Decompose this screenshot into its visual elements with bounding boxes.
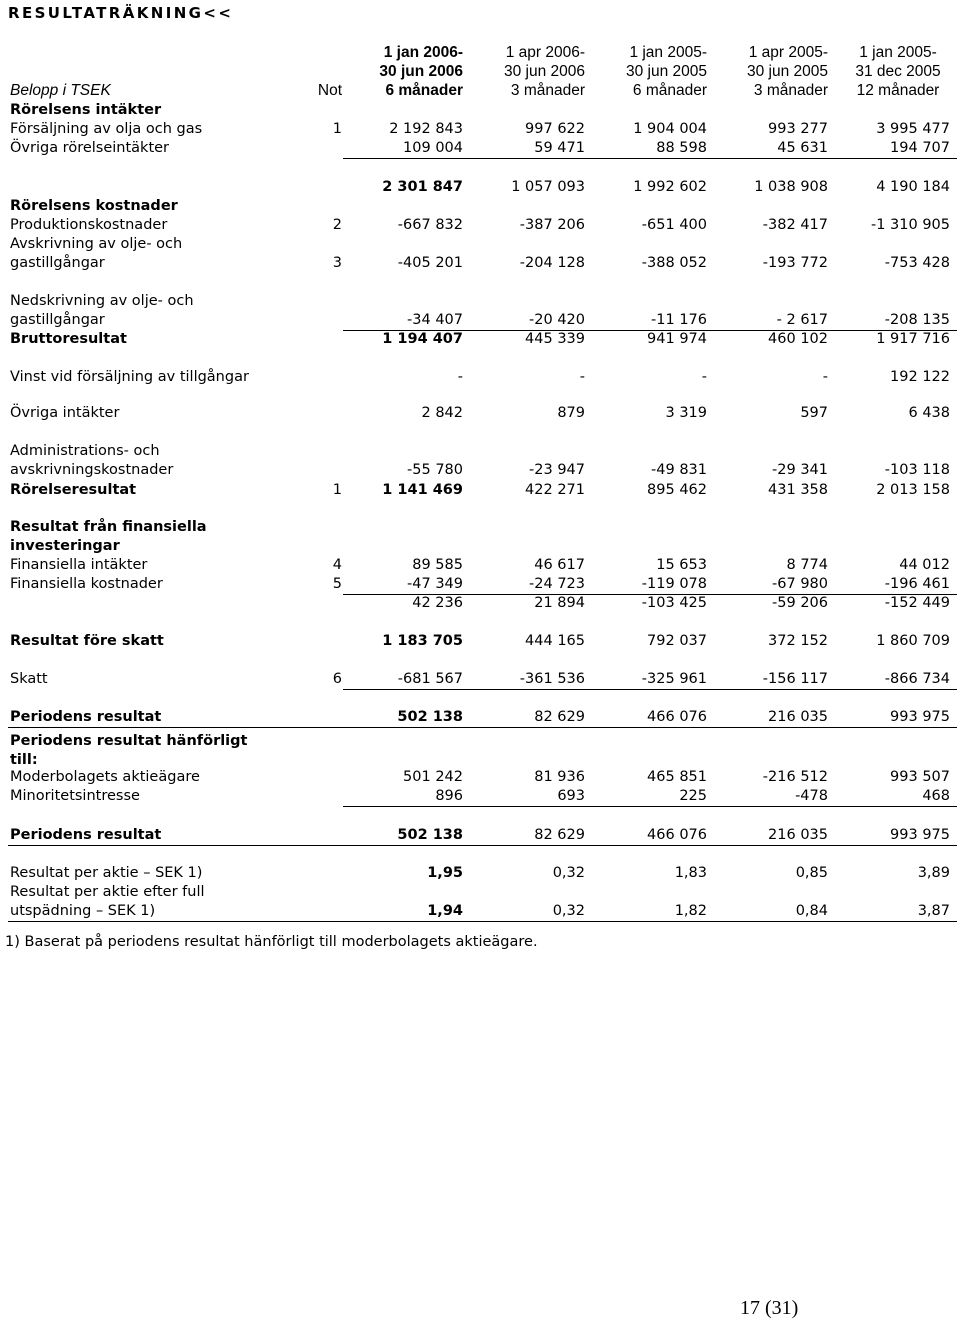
value-cell: 460 102	[768, 331, 828, 347]
column-header-3-line-1: 1 jan 2005-	[629, 44, 707, 61]
value-cell: 693	[557, 788, 585, 804]
row-label-bruttoresultat: Bruttoresultat	[10, 331, 127, 347]
value-cell: 1 038 908	[754, 179, 828, 195]
value-cell: 465 851	[647, 769, 707, 785]
value-cell: -667 832	[397, 217, 463, 233]
row-label-produktionskostnader: Produktionskostnader	[10, 217, 168, 233]
row-underline	[343, 806, 957, 807]
value-cell: 8 774	[786, 557, 828, 573]
value-cell: 2 301 847	[382, 179, 463, 195]
value-cell: -103 425	[641, 595, 707, 611]
row-underline	[343, 689, 957, 690]
value-cell: 1 057 093	[511, 179, 585, 195]
value-cell: 502 138	[397, 709, 463, 725]
value-cell: -388 052	[641, 255, 707, 271]
row-label-finansiella-intakter: Finansiella intäkter	[10, 557, 148, 573]
value-cell: -103 118	[884, 462, 950, 478]
value-cell: 993 277	[768, 121, 828, 137]
column-header-1-line-1: 1 jan 2006-	[383, 44, 463, 61]
row-underline	[343, 594, 957, 595]
row-label-resultat-fran-finansiella-investeringar-line-2: investeringar	[10, 538, 120, 554]
note-ref: 4	[332, 557, 342, 573]
value-cell: 792 037	[647, 633, 707, 649]
row-label-periodens-resultat-hanforligt-till-line-2: till:	[10, 752, 38, 768]
value-cell: 0,32	[552, 903, 585, 919]
value-cell: 82 629	[534, 827, 585, 843]
value-cell: -11 176	[651, 312, 707, 328]
column-header-2-line-3: 3 månader	[510, 82, 585, 99]
value-cell: 1 917 716	[876, 331, 950, 347]
footnote: 1) Baserat på periodens resultat hänförligt till moderbolagets aktieägare.	[5, 934, 538, 950]
value-cell: -325 961	[641, 671, 707, 687]
value-cell: 597	[800, 405, 828, 421]
note-ref: 6	[332, 671, 342, 687]
value-cell: -204 128	[519, 255, 585, 271]
column-header-4-line-1: 1 apr 2005-	[748, 44, 828, 61]
column-header-1-line-2: 30 jun 2006	[379, 63, 463, 80]
value-cell: 372 152	[768, 633, 828, 649]
value-cell: 4 190 184	[876, 179, 950, 195]
value-cell: 1 992 602	[633, 179, 707, 195]
column-header-2-line-2: 30 jun 2006	[503, 63, 585, 80]
value-cell: 1 183 705	[382, 633, 463, 649]
value-cell: -866 734	[884, 671, 950, 687]
row-label-vinst-vid-forsaljning-av-tillgangar: Vinst vid försäljning av tillgångar	[10, 369, 249, 385]
row-label-periodens-resultat: Periodens resultat	[10, 827, 162, 843]
value-cell: - 2 617	[776, 312, 828, 328]
value-cell: 879	[557, 405, 585, 421]
row-underline	[8, 921, 957, 922]
value-cell: -651 400	[641, 217, 707, 233]
value-cell: 501 242	[403, 769, 463, 785]
value-cell: 15 653	[656, 557, 707, 573]
value-cell: 225	[679, 788, 707, 804]
value-cell: 2 013 158	[876, 482, 950, 498]
value-cell: 1 904 004	[633, 121, 707, 137]
row-label-administrations-och-avskrivningskostnader: Administrations- och	[10, 443, 160, 459]
value-cell: 1,82	[674, 903, 707, 919]
note-ref: 5	[332, 576, 342, 592]
value-cell: -196 461	[884, 576, 950, 592]
row-label-periodens-resultat-hanforligt-till: Periodens resultat hänförligt	[10, 733, 248, 749]
row-label-skatt: Skatt	[10, 671, 48, 687]
value-cell: -20 420	[529, 312, 585, 328]
note-ref: 1	[332, 482, 342, 498]
row-label-nedskrivning-av-olje-och-gastillgangar: Nedskrivning av olje- och	[10, 293, 194, 309]
value-cell: -67 980	[772, 576, 828, 592]
row-label-resultat-per-aktie-efter-full-utspadning-sek-1-line-2: utspädning – SEK 1)	[10, 903, 156, 919]
value-cell: 216 035	[768, 827, 828, 843]
row-label-forsaljning-av-olja-och-gas: Försäljning av olja och gas	[10, 121, 203, 137]
value-cell: 3,89	[917, 865, 950, 881]
value-cell: -156 117	[762, 671, 828, 687]
value-cell: 895 462	[647, 482, 707, 498]
value-cell: -478	[795, 788, 828, 804]
note-ref: 2	[332, 217, 342, 233]
value-cell: -49 831	[651, 462, 707, 478]
value-cell: -208 135	[884, 312, 950, 328]
row-label-rorelsens-intakter: Rörelsens intäkter	[10, 102, 162, 118]
row-label-resultat-fran-finansiella-investeringar: Resultat från finansiella	[10, 519, 207, 535]
value-cell: 468	[922, 788, 950, 804]
value-cell: 89 585	[412, 557, 463, 573]
value-cell: 82 629	[534, 709, 585, 725]
value-cell: 216 035	[768, 709, 828, 725]
value-cell: 1,94	[427, 903, 463, 919]
value-cell: 997 622	[525, 121, 585, 137]
value-cell: 59 471	[534, 140, 585, 156]
value-cell: -382 417	[762, 217, 828, 233]
value-cell: 81 936	[534, 769, 585, 785]
value-cell: 45 631	[777, 140, 828, 156]
value-cell: -152 449	[884, 595, 950, 611]
column-header-5-line-1: 1 jan 2005-	[859, 44, 937, 61]
value-cell: 1 141 469	[382, 482, 463, 498]
value-cell: 445 339	[525, 331, 585, 347]
value-cell: -29 341	[772, 462, 828, 478]
row-label-rorelsens-kostnader: Rörelsens kostnader	[10, 198, 178, 214]
value-cell: 431 358	[768, 482, 828, 498]
value-cell: 3 995 477	[876, 121, 950, 137]
value-cell: -23 947	[529, 462, 585, 478]
value-cell: 192 122	[890, 369, 950, 385]
value-cell: -753 428	[884, 255, 950, 271]
value-cell: -47 349	[407, 576, 463, 592]
row-label-finansiella-kostnader: Finansiella kostnader	[10, 576, 163, 592]
row-label-resultat-per-aktie-efter-full-utspadning-sek-1: Resultat per aktie efter full	[10, 884, 205, 900]
value-cell: -59 206	[772, 595, 828, 611]
value-cell: -	[822, 369, 828, 385]
column-header-1-line-3: 6 månader	[385, 82, 463, 99]
value-cell: 993 975	[890, 709, 950, 725]
value-cell: 1 194 407	[382, 331, 463, 347]
value-cell: 44 012	[899, 557, 950, 573]
value-cell: 3,87	[917, 903, 950, 919]
value-cell: -55 780	[407, 462, 463, 478]
page-title: RESULTATRÄKNING<<	[8, 4, 234, 22]
column-header-5-line-2: 31 dec 2005	[855, 63, 941, 80]
row-label-nedskrivning-av-olje-och-gastillgangar-line-2: gastillgångar	[10, 312, 105, 328]
value-cell: -361 536	[519, 671, 585, 687]
row-label-administrations-och-avskrivningskostnader-line-2: avskrivningskostnader	[10, 462, 174, 478]
row-label-resultat-per-aktie-sek-1: Resultat per aktie – SEK 1)	[10, 865, 203, 881]
row-label-avskrivning-av-olje-och-gastillgangar-line-2: gastillgångar	[10, 255, 105, 271]
value-cell: -24 723	[529, 576, 585, 592]
row-underline	[343, 330, 957, 331]
row-label-ovriga-intakter: Övriga intäkter	[10, 405, 120, 421]
value-cell: 109 004	[403, 140, 463, 156]
value-cell: 194 707	[890, 140, 950, 156]
value-cell: 466 076	[647, 827, 707, 843]
currency-label: Belopp i TSEK	[10, 82, 111, 99]
value-cell: 46 617	[534, 557, 585, 573]
value-cell: 0,84	[795, 903, 828, 919]
row-underline	[8, 727, 957, 728]
row-label-avskrivning-av-olje-och-gastillgangar: Avskrivning av olje- och	[10, 236, 183, 252]
value-cell: 21 894	[534, 595, 585, 611]
row-underline	[343, 158, 957, 159]
value-cell: 6 438	[908, 405, 950, 421]
page-number: 17 (31)	[740, 1297, 799, 1319]
value-cell: -681 567	[397, 671, 463, 687]
row-label-periodens-resultat: Periodens resultat	[10, 709, 162, 725]
column-header-4-line-3: 3 månader	[753, 82, 828, 99]
value-cell: 1,95	[427, 865, 463, 881]
column-header-5-line-3: 12 månader	[856, 82, 940, 99]
value-cell: 466 076	[647, 709, 707, 725]
value-cell: -	[701, 369, 707, 385]
column-header-3-line-3: 6 månader	[632, 82, 707, 99]
value-cell: 502 138	[397, 827, 463, 843]
column-header-4-line-2: 30 jun 2005	[746, 63, 828, 80]
value-cell: 993 975	[890, 827, 950, 843]
value-cell: 42 236	[412, 595, 463, 611]
row-label-resultat-fore-skatt: Resultat före skatt	[10, 633, 164, 649]
value-cell: 896	[435, 788, 463, 804]
row-underline	[8, 845, 957, 846]
value-cell: -193 772	[762, 255, 828, 271]
value-cell: 3 319	[665, 405, 707, 421]
note-ref: 1	[332, 121, 342, 137]
value-cell: -	[457, 369, 463, 385]
column-header-3-line-2: 30 jun 2005	[625, 63, 707, 80]
note-ref: 3	[332, 255, 342, 271]
column-header-2-line-1: 1 apr 2006-	[505, 44, 585, 61]
row-label-minoritetsintresse: Minoritetsintresse	[10, 788, 140, 804]
value-cell: -387 206	[519, 217, 585, 233]
value-cell: 1 860 709	[876, 633, 950, 649]
row-label-ovriga-rorelseintakter: Övriga rörelseintäkter	[10, 140, 170, 156]
value-cell: -119 078	[641, 576, 707, 592]
value-cell: 2 842	[421, 405, 463, 421]
row-label-moderbolagets-aktieagare: Moderbolagets aktieägare	[10, 769, 200, 785]
value-cell: -1 310 905	[870, 217, 950, 233]
value-cell: 993 507	[890, 769, 950, 785]
value-cell: 941 974	[647, 331, 707, 347]
value-cell: 422 271	[525, 482, 585, 498]
value-cell: 0,32	[552, 865, 585, 881]
value-cell: 2 192 843	[389, 121, 463, 137]
value-cell: -34 407	[407, 312, 463, 328]
row-label-rorelseresultat: Rörelseresultat	[10, 482, 137, 498]
value-cell: -	[579, 369, 585, 385]
value-cell: -216 512	[762, 769, 828, 785]
note-column-label: Not	[317, 82, 342, 99]
value-cell: 444 165	[525, 633, 585, 649]
value-cell: 88 598	[656, 140, 707, 156]
value-cell: 1,83	[674, 865, 707, 881]
value-cell: 0,85	[795, 865, 828, 881]
value-cell: -405 201	[397, 255, 463, 271]
